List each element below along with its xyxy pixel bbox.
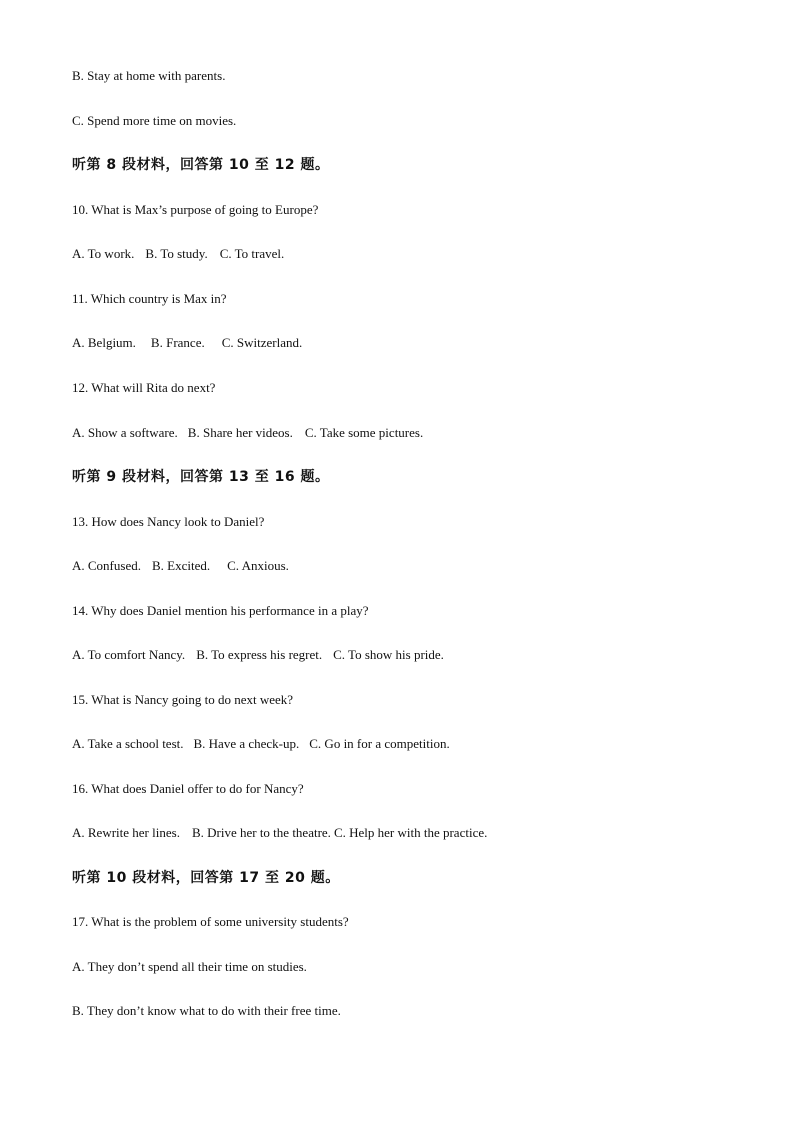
options-line <box>72 647 444 663</box>
question-line: 10. What is Max’s purpose of going to Europe? <box>72 202 319 217</box>
option-line: B. They don’t know what to do with their free time. <box>72 1003 341 1018</box>
section-heading: 听第 10 段材料，回答第 17 至 20 题。 <box>72 870 340 886</box>
option-c: C. Take some pictures. <box>304 425 424 440</box>
question-line: 14. Why does Daniel mention his performance in a play? <box>72 603 369 618</box>
option-b: B. France. <box>150 335 205 350</box>
option-c: C. To travel. <box>219 246 285 261</box>
options-line <box>72 246 284 262</box>
options-line <box>72 425 423 441</box>
option-a: A. Take a school test. <box>72 736 184 751</box>
option-a: A. Show a software. <box>72 425 178 440</box>
option-line: C. Spend more time on movies. <box>72 113 237 128</box>
question-line: 17. What is the problem of some university students? <box>72 914 349 929</box>
option-b: B. To study. <box>145 246 208 261</box>
question-line: 15. What is Nancy going to do next week? <box>72 692 294 707</box>
section-heading: 听第 8 段材料，回答第 10 至 12 题。 <box>72 157 330 173</box>
option-b: B. Excited. <box>151 558 211 573</box>
section-heading: 听第 9 段材料，回答第 13 至 16 题。 <box>72 469 330 485</box>
option-a: A. To comfort Nancy. <box>72 647 186 662</box>
option-a: A. Rewrite her lines. <box>72 825 180 840</box>
question-line: 12. What will Rita do next? <box>72 380 216 395</box>
options-line <box>72 736 450 752</box>
question-line: 13. How does Nancy look to Daniel? <box>72 514 265 529</box>
option-a: A. To work. <box>72 246 135 261</box>
option-c: C. To show his pride. <box>333 647 444 662</box>
option-line: B. Stay at home with parents. <box>72 68 226 83</box>
options-line <box>72 335 302 351</box>
option-line: A. They don’t spend all their time on studies. <box>72 959 307 974</box>
option-b: B. To express his regret. <box>196 647 323 662</box>
options-line <box>72 558 289 574</box>
question-line: 16. What does Daniel offer to do for Nancy? <box>72 781 304 796</box>
option-b: B. Have a check-up. <box>193 736 300 751</box>
option-c: C. Anxious. <box>227 558 289 573</box>
option-c: C. Switzerland. <box>221 335 303 350</box>
option-b: B. Share her videos. <box>187 425 293 440</box>
option-c: C. Go in for a competition. <box>309 736 450 751</box>
option-a: A. Confused. <box>72 558 141 573</box>
option-c: C. Help her with the practice. <box>333 825 488 840</box>
question-line: 11. Which country is Max in? <box>72 291 227 306</box>
option-a: A. Belgium. <box>72 335 136 350</box>
option-b: B. Drive her to the theatre. <box>191 825 331 840</box>
options-line <box>72 825 487 841</box>
